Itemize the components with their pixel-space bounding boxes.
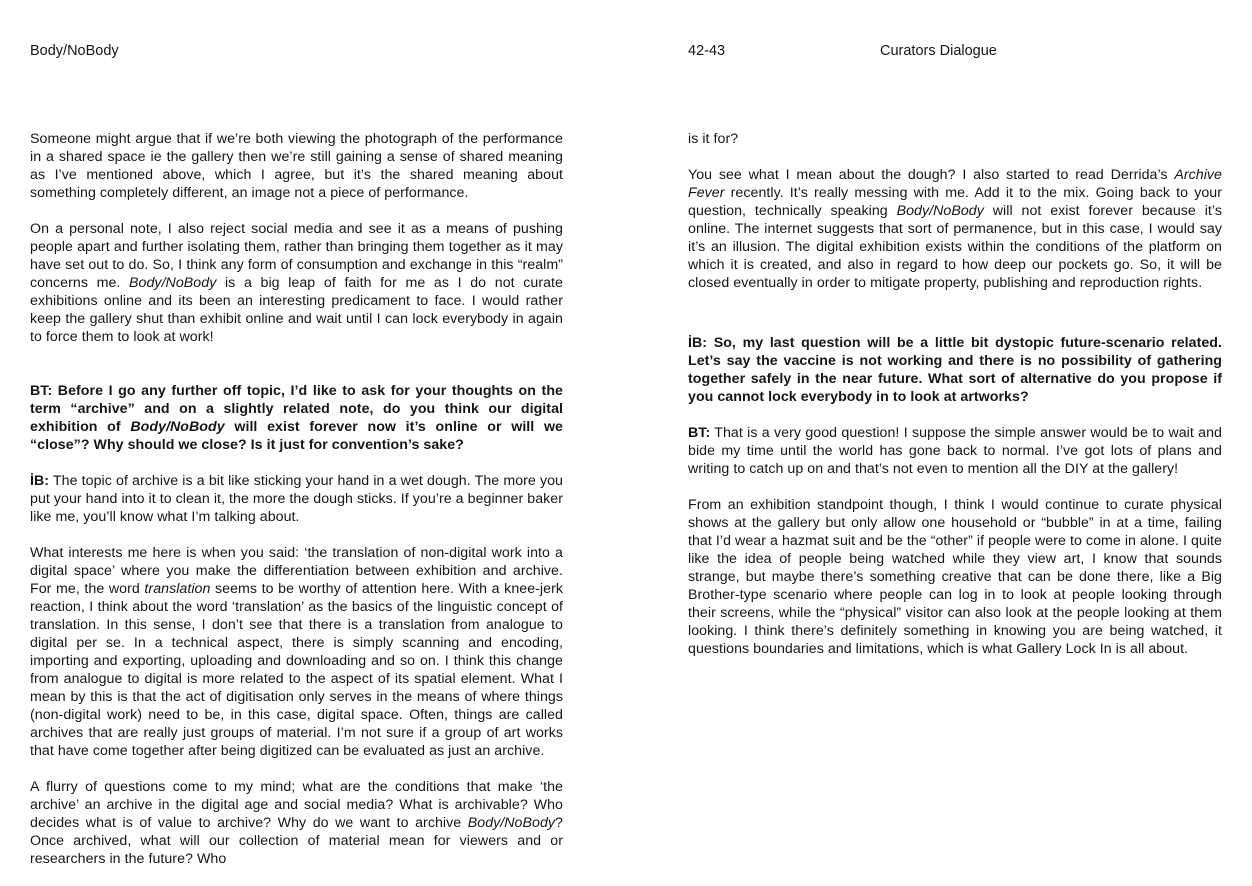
- right-page-text-column: [688, 130, 1222, 676]
- interviewee-answer-paragraph: BT: That is a very good question! I suppose the simple answer would be to wait and bide my time until the world has gone back to normal. I’ve got lots of plans and writing to catch up on and that’s not even to mention all the DIY at the gallery!: [688, 425, 1222, 477]
- interviewer-question-paragraph: BT: Before I go any further off topic, I’d like to ask for your thoughts on the term “archive” and on a slightly related note, do you think our digital exhibition of Body/NoBody will exist forever now it’s online or will we “close”? Why should we close? Is it just for convention’s sake?: [30, 383, 563, 453]
- interviewee-answer-paragraph: İB: The topic of archive is a bit like sticking your hand in a wet dough. The more you put your hand into it to clean it, the more the dough sticks. If you’re a beginner baker like me, you’ll know what I’m talking about.: [30, 473, 563, 525]
- paragraph: Someone might argue that if we’re both viewing the photograph of the performance in a shared space ie the gallery then we’re still gaining a sense of shared meaning as I’ve mentioned above, which I agree, but it’s the shared meaning about something completely different, an image not a piece of performance.: [30, 131, 563, 201]
- paragraph: From an exhibition standpoint though, I think I would continue to curate physical shows at the gallery but only allow one household or “bubble” in at a time, failing that I’d wear a hazmat suit and be the “other” if people were to come in alone. I quite like the idea of people being watched while they view art, I know that sounds strange, but maybe there’s something creative that can be done there, like a Big Brother-type scenario where people can log in to look at people looking through their screens, while the “physical” visitor can also look at the people looking at them looking. I think there’s definitely something in knowing you are being watched, it questions boundaries and limitations, which is what Gallery Lock In is all about.: [688, 497, 1222, 657]
- paragraph: A flurry of questions come to my mind; what are the conditions that make ‘the archive’ an archive in the digital age and social media? What is archivable? Who decides what is of value to archive? Why do we want to archive Body/NoBody? Once archived, what will our collection of material mean for viewers and or researchers in the future? Who: [30, 779, 563, 867]
- paragraph: What interests me here is when you said: ‘the translation of non-digital work into a digital space’ where you make the differentiation between exhibition and archive. For me, the word translation seems to be worthy of attention here. With a knee-jerk reaction, I think about the word ‘translation’ as the basics of the linguistic concept of translation. In this sense, I don’t see that there is a translation from analogue to digital per se. In a technical aspect, there is simply scanning and encoding, importing and exporting, uploading and downloading and so on. I think this change from analogue to digital is more related to the aspect of its spatial element. What I mean by this is that the act of digitisation only serves in the means of where things (non-digital work) need to be, in this case, digital space. Often, things are called archives that are really just groups of material. I’m not sure if a group of art works that have come together after being digitized can be evaluated as just an archive.: [30, 545, 563, 759]
- interviewer-question-paragraph: İB: So, my last question will be a little bit dystopic future-scenario related. Let’s say the vaccine is not working and there is no possibility of gathering together safely in the near future. What sort of alternative do you propose if you cannot lock everybody in to look at artworks?: [688, 335, 1222, 405]
- page-numbers: 42-43: [688, 43, 726, 59]
- paragraph: You see what I mean about the dough? I also started to read Derrida’s Archive Fever recently. It’s really messing with me. Add it to the mix. Going back to your question, technically speaking Body/NoBody will not exist forever because it’s online. The internet suggests that sort of permanence, but in this case, I would say it’s an illusion. The digital exhibition exists within the conditions of the platform on which it is created, and also in regard to how deep our pockets go. So, it will be closed eventually in order to mitigate property, publishing and reproduction rights.: [688, 167, 1222, 291]
- left-page-text-column: [30, 130, 563, 886]
- running-head-section-title: Curators Dialogue: [880, 43, 997, 59]
- paragraph: is it for?: [688, 131, 739, 147]
- paragraph: On a personal note, I also reject social media and see it as a means of pushing people apart and further isolating them, rather than bringing them together as it may have set out to do. So, I think any form of consumption and exchange in this “realm” concerns me. Body/NoBody is a big leap of faith for me as I do not curate exhibitions online and its been an interesting predicament to face. I would rather keep the gallery shut than exhibit online and wait until I can lock everybody in again to force them to look at work!: [30, 221, 563, 345]
- running-head-book-title: Body/NoBody: [30, 43, 119, 59]
